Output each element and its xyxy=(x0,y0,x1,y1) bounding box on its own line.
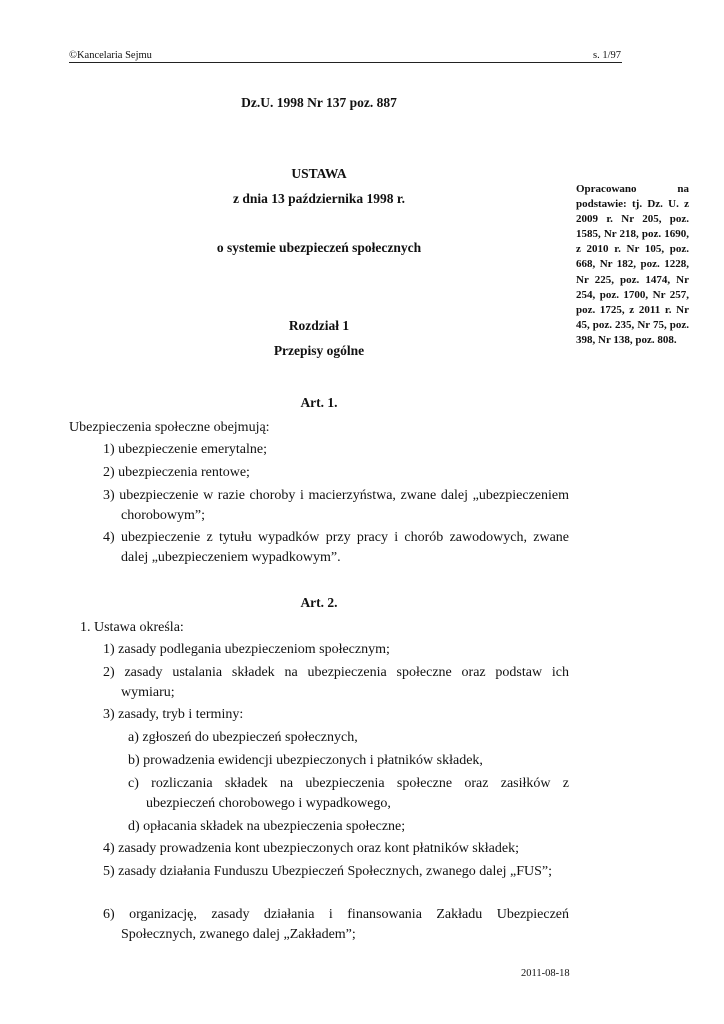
art-2-item-5: 5) zasady działania Funduszu Ubezpieczeń Społecznych, zwanego dalej „FUS”; xyxy=(103,864,552,879)
art-2-item-3c: c) rozliczania składek na ubezpieczenia społeczne oraz zasiłków z ubezpieczeń chorobowego i wypadkowego, xyxy=(128,776,569,811)
art-2-item-1: 1) zasady podlegania ubezpieczeniom społecznym; xyxy=(103,642,390,657)
header-publisher: ©Kancelaria Sejmu xyxy=(69,50,152,61)
header-page-number: s. 1/97 xyxy=(592,50,621,61)
art-2-item-3d: d) opłacania składek na ubezpieczenia społeczne; xyxy=(128,819,406,834)
act-title: o systemie ubezpieczeń społecznych xyxy=(216,240,422,255)
art-2-intro: 1. Ustawa określa: xyxy=(80,620,184,635)
art-1-heading: Art. 1. xyxy=(300,395,338,410)
art-1-item-1: 1) ubezpieczenie emerytalne; xyxy=(103,442,268,457)
journal-reference: Dz.U. 1998 Nr 137 poz. 887 xyxy=(241,95,397,110)
chapter-title: Przepisy ogólne xyxy=(273,343,365,358)
art-2-item-2: 2) zasady ustalania składek na ubezpieczenia społeczne oraz podstaw ich wymiaru; xyxy=(103,665,569,700)
art-2-item-3b: b) prowadzenia ewidencji ubezpieczonych i płatników składek, xyxy=(128,753,483,768)
side-note-sources: Opracowano na podstawie: tj. Dz. U. z 2009 r. Nr 205, poz. 1585, Nr 218, poz. 1690, z 2010 r. Nr 105, poz. 668, Nr 182, poz. 1228, Nr 225, poz. 1474, Nr 254, poz. 1700, Nr 257, poz. 1725, z 2011 r. Nr 45, poz. 235, Nr 75, poz. 398, Nr 138, poz. 808. xyxy=(576,183,689,346)
art-1-item-3: 3) ubezpieczenie w razie choroby i macierzyństwa, zwane dalej „ubezpieczeniem chorobowym”; xyxy=(103,488,569,523)
art-2-heading: Art. 2. xyxy=(300,595,338,610)
art-2-item-3: 3) zasady, tryb i terminy: xyxy=(103,707,244,722)
art-2-item-4: 4) zasady prowadzenia kont ubezpieczonych oraz kont płatników składek; xyxy=(103,841,519,856)
act-type: USTAWA xyxy=(291,166,347,181)
act-date: z dnia 13 października 1998 r. xyxy=(232,191,405,206)
art-2-item-6: 6) organizację, zasady działania i finansowania Zakładu Ubezpieczeń Społecznych, zwanego dalej „Zakładem”; xyxy=(103,907,569,942)
footer-date: 2011-08-18 xyxy=(521,968,570,979)
header-rule xyxy=(69,62,622,63)
art-2-item-3a: a) zgłoszeń do ubezpieczeń społecznych, xyxy=(128,730,358,745)
art-1-item-4: 4) ubezpieczenie z tytułu wypadków przy pracy i chorób zawodowych, zwane dalej „ubezpieczeniem wypadkowym”. xyxy=(103,530,569,565)
art-1-item-2: 2) ubezpieczenia rentowe; xyxy=(103,465,250,480)
art-1-intro: Ubezpieczenia społeczne obejmują: xyxy=(69,420,270,435)
chapter-number: Rozdział 1 xyxy=(288,318,350,333)
